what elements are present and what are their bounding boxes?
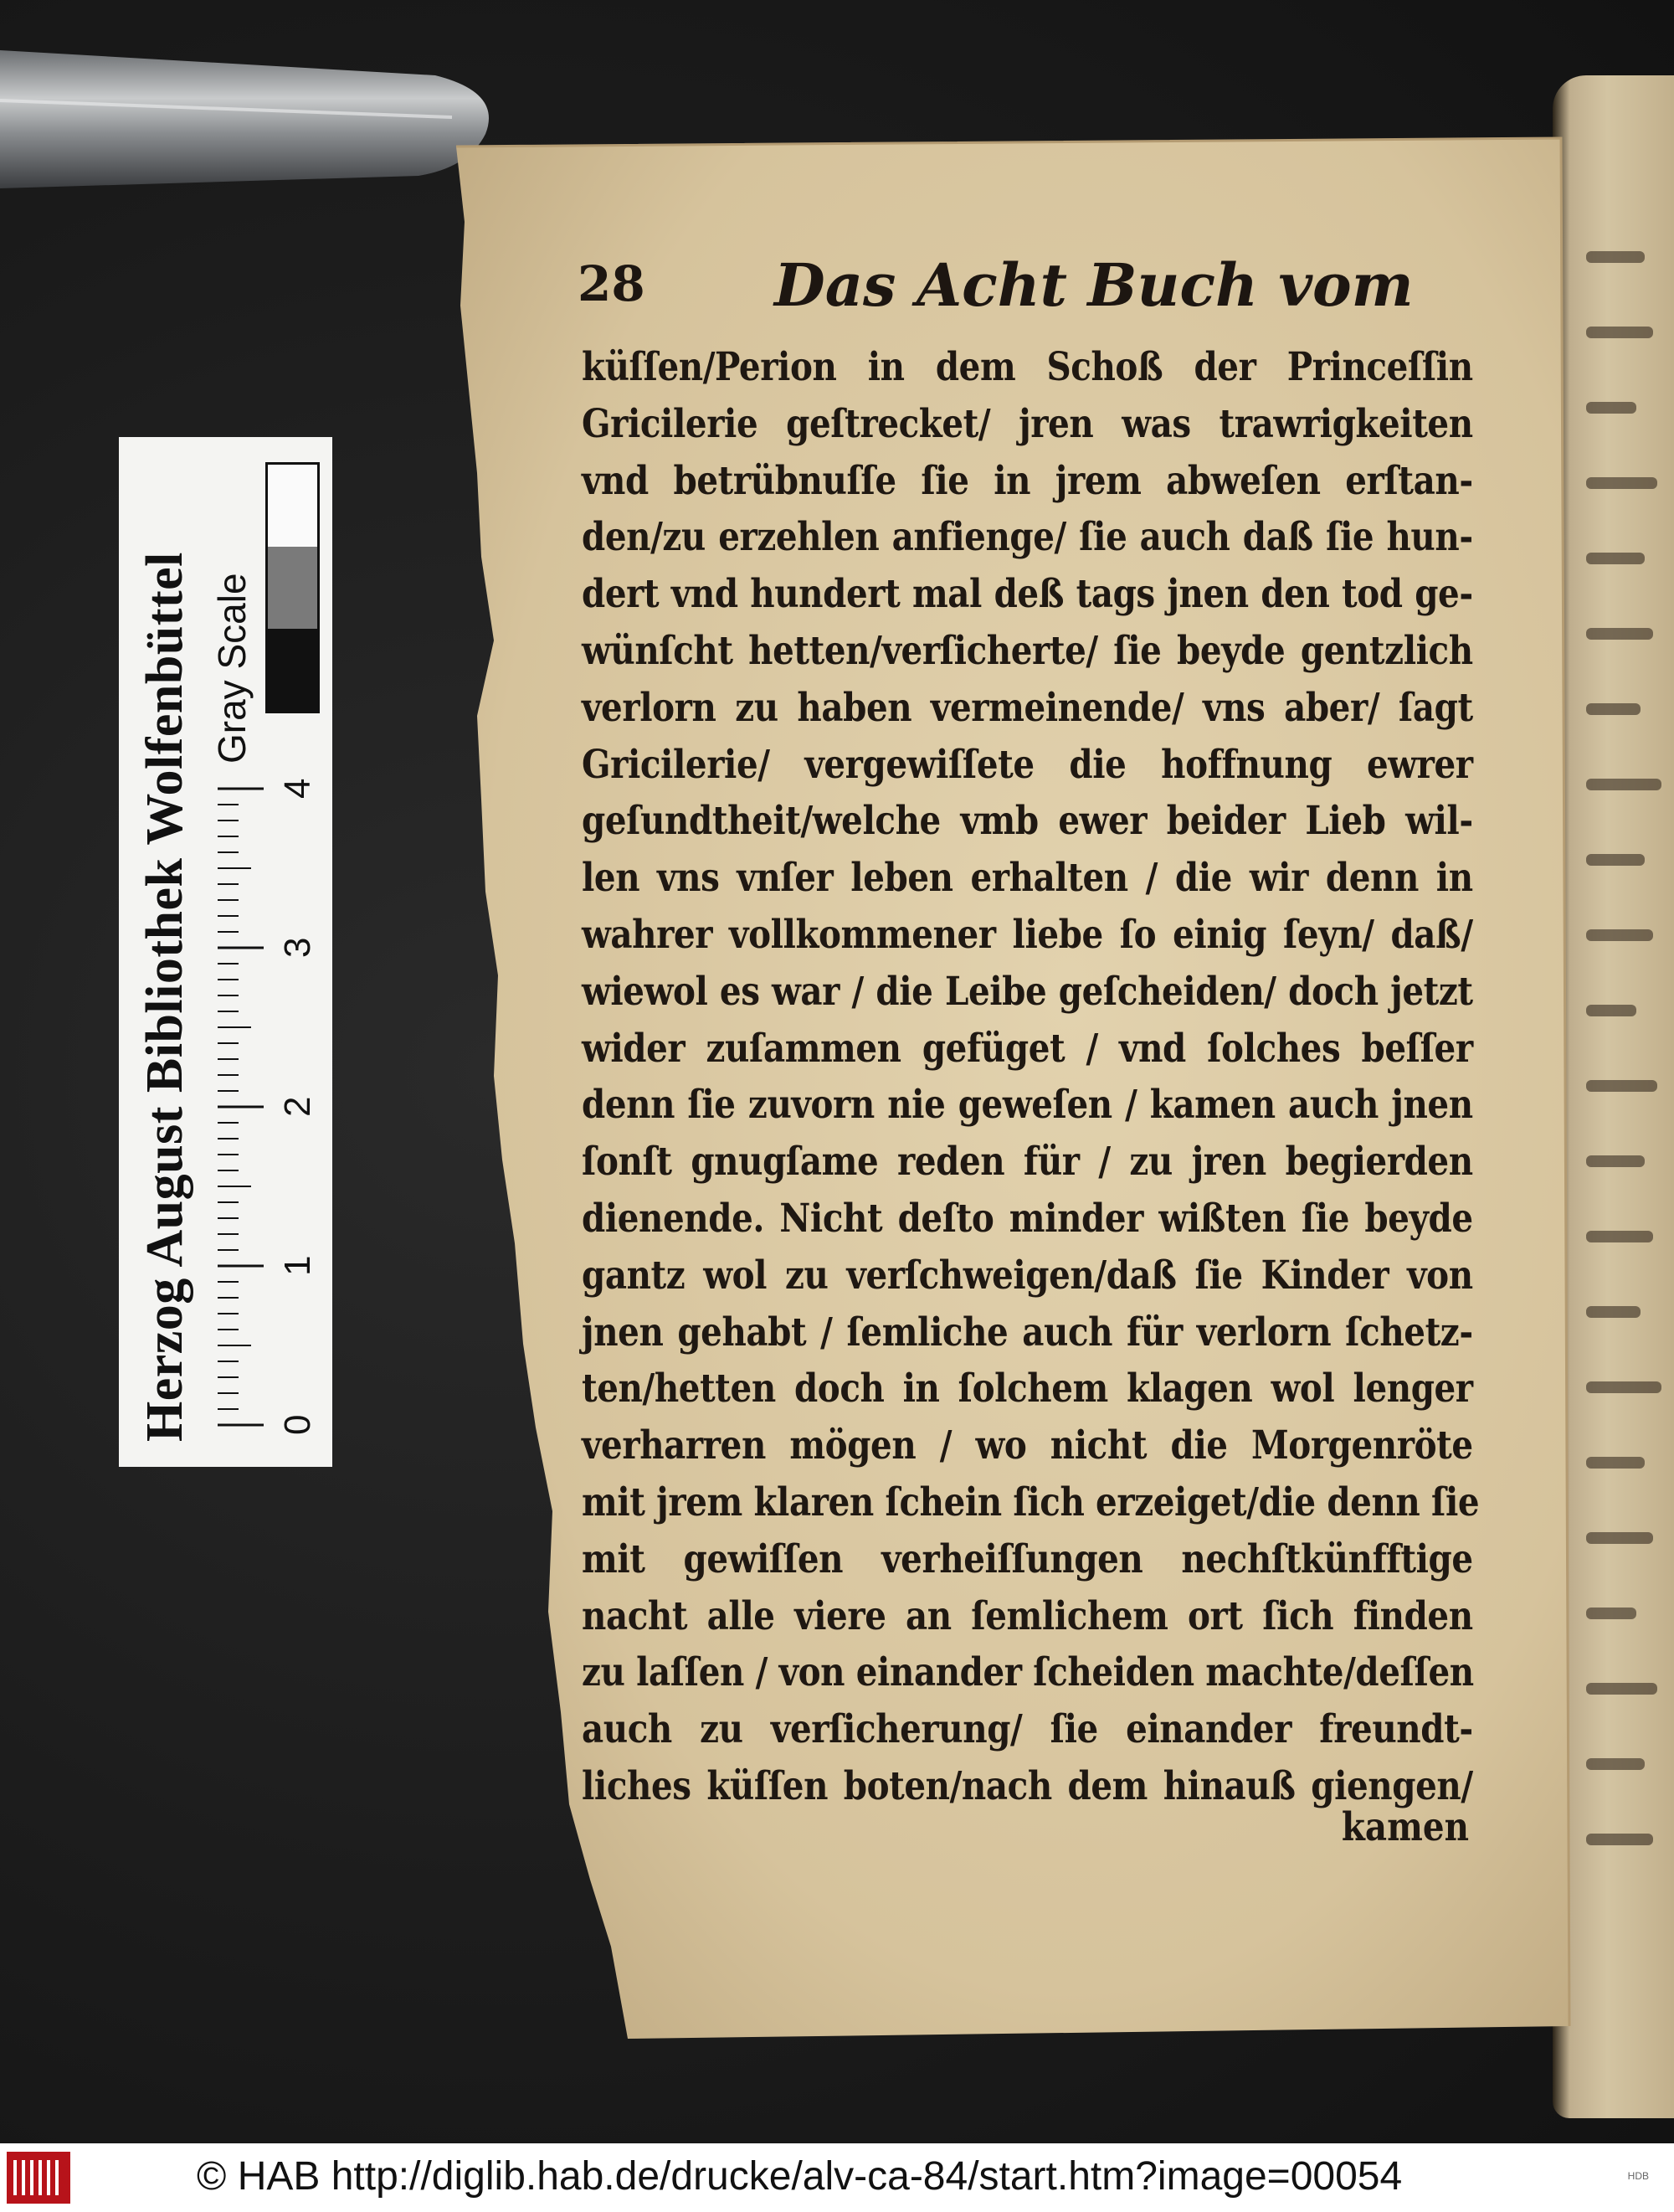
text-line: dienende. Nicht deſto minder wißten ſie beyde (582, 1195, 1473, 1242)
scale-label: 2 (277, 1096, 318, 1117)
gray-scale-swatches (265, 462, 320, 713)
catchword: kamen (1341, 1804, 1469, 1850)
hab-logo-icon (7, 2152, 70, 2204)
text-line: nacht alle viere an ſemlichem ort ſich finden (582, 1592, 1473, 1639)
text-line: dert vnd hundert mal deß tags jnen den tod ge- (582, 571, 1473, 618)
footer-bar (0, 2143, 1674, 2212)
text-line: wider zuſammen gefüget / vnd ſolches beſſer (582, 1025, 1473, 1072)
scale-label: 1 (277, 1255, 318, 1276)
text-line: vnd betrübnuſſe ſie in jrem abweſen erſtan- (582, 457, 1473, 504)
page-number: 28 (578, 255, 645, 312)
copyright-url[interactable]: © HAB http://diglib.hab.de/drucke/alv-ca-84/start.htm?image=00054 (197, 2154, 1403, 2199)
running-head (444, 250, 1582, 331)
scale-label: 4 (277, 778, 318, 799)
text-line: jnen gehabt / ſemliche auch für verlorn ſchetz- (582, 1309, 1473, 1355)
library-name: Herzog August Bibliothek Wolfenbüttel (136, 552, 193, 1442)
text-line: mit gewiſſen verheiſſungen nechſtkünfftige (582, 1536, 1473, 1582)
text-line: auch zu verſicherung/ ſie einander freundt- (582, 1706, 1473, 1753)
body-text (582, 339, 1480, 1815)
footer-mark: HDB (1627, 2170, 1649, 2182)
text-line: den/zu erzehlen anfienge/ ſie auch daß ſie hun- (582, 514, 1473, 561)
text-line: küſſen/Perion in dem Schoß der Princeſſin (582, 344, 1473, 390)
scale-label: 3 (277, 937, 318, 958)
text-line: Gricilerie geſtrecket/ jren was trawrigkeiten (582, 400, 1473, 447)
centimeter-scale (209, 778, 326, 1450)
book-page (444, 138, 1582, 2039)
text-line: ſonſt gnugſame reden für / zu jren begierden (582, 1139, 1473, 1186)
text-line: len vns vnſer leben erhalten / die wir denn in (582, 855, 1473, 902)
text-line: liches küſſen boten/nach dem hinauß giengen/ (582, 1762, 1473, 1809)
text-line: verharren mögen / wo nicht die Morgenröte (582, 1422, 1473, 1469)
text-line: Gricilerie/ vergewiſſete die hoffnung ewrer (582, 741, 1473, 788)
gray-scale-label: Gray Scale (210, 573, 254, 764)
text-line: zu laſſen / von einander ſcheiden machte/deſſen (582, 1649, 1474, 1696)
text-line: denn ſie zuvorn nie geweſen / kamen auch jnen (582, 1082, 1473, 1129)
text-line: wiewol es war / die Leibe geſcheiden/ doch jetzt (582, 968, 1473, 1015)
metal-clip (0, 42, 502, 197)
text-line: wünſcht hetten/verſicherte/ ſie beyde gentzlich (582, 627, 1473, 674)
text-line: wahrer vollkommener liebe ſo einig ſeyn/ daß/ (582, 911, 1473, 958)
text-line: gantz wol zu verſchweigen/daß ſie Kinder von (582, 1252, 1473, 1299)
text-line: verlorn zu haben vermeinende/ vns aber/ ſagt (582, 684, 1473, 731)
running-title: Das Acht Buch vom (774, 250, 1414, 320)
color-reference-ruler (119, 437, 332, 1467)
text-line: ten/hetten doch in ſolchem klagen wol lenger (582, 1366, 1473, 1412)
text-line: mit jrem klaren ſchein ſich erzeiget/die denn ſie (582, 1479, 1480, 1525)
text-line: geſundtheit/welche vmb ewer beider Lieb wil- (582, 798, 1473, 845)
scale-label: 0 (277, 1414, 318, 1435)
